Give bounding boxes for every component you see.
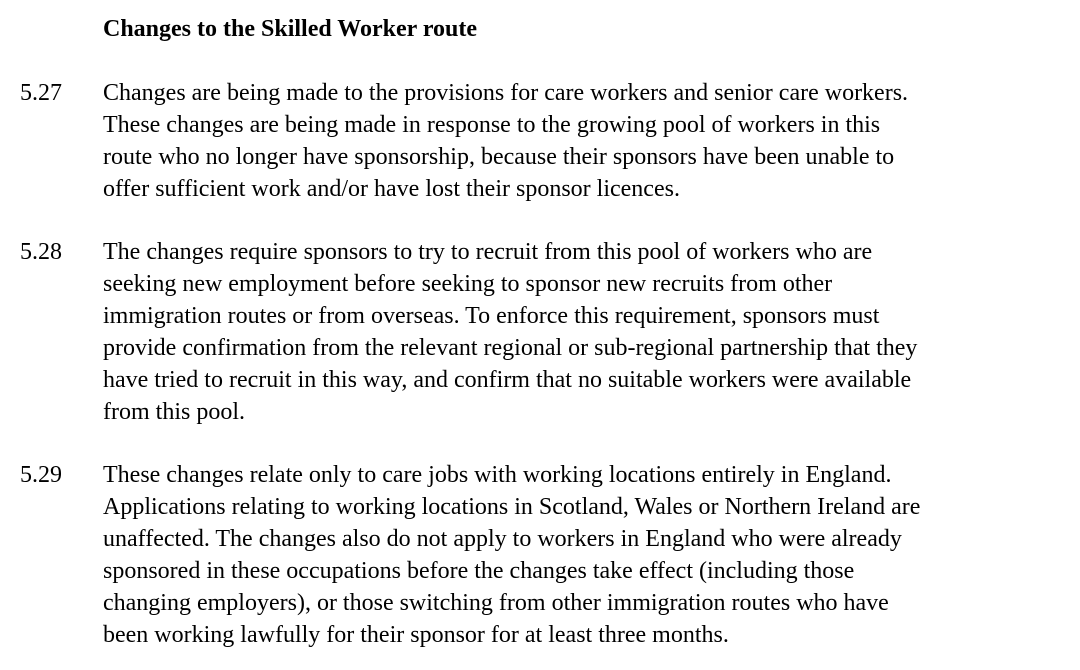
section-heading: Changes to the Skilled Worker route xyxy=(103,16,478,42)
paragraph-line: have tried to recruit in this way, and confirm that no suitable workers were available xyxy=(103,367,912,393)
paragraph-line: provide confirmation from the relevant regional or sub-regional partnership that they xyxy=(103,335,918,361)
paragraph-line: Changes are being made to the provisions for care workers and senior care workers. xyxy=(103,80,909,106)
paragraph-text xyxy=(103,459,920,651)
paragraph-line: immigration routes or from overseas. To enforce this requirement, sponsors must xyxy=(103,303,880,329)
paragraph-text xyxy=(103,77,908,205)
paragraph-line: unaffected. The changes also do not apply to workers in England who were already xyxy=(103,526,902,552)
paragraph-line: These changes relate only to care jobs with working locations entirely in England. xyxy=(103,462,892,488)
paragraph-line: seeking new employment before seeking to sponsor new recruits from other xyxy=(103,271,833,297)
paragraph-line: offer sufficient work and/or have lost their sponsor licences. xyxy=(103,176,680,202)
paragraph-line: changing employers), or those switching from other immigration routes who have xyxy=(103,590,889,616)
paragraph-line: from this pool. xyxy=(103,399,245,425)
paragraph-number: 5.27 xyxy=(20,80,62,106)
paragraph-number: 5.29 xyxy=(20,462,62,488)
paragraph-line: sponsored in these occupations before the changes take effect (including those xyxy=(103,558,855,584)
paragraph-number: 5.28 xyxy=(20,239,62,265)
paragraph-line: been working lawfully for their sponsor for at least three months. xyxy=(103,622,729,648)
paragraph-line: Applications relating to working locations in Scotland, Wales or Northern Ireland are xyxy=(103,494,921,520)
paragraph-line: route who no longer have sponsorship, because their sponsors have been unable to xyxy=(103,144,895,170)
paragraph-line: These changes are being made in response to the growing pool of workers in this xyxy=(103,112,881,138)
paragraph-line: The changes require sponsors to try to recruit from this pool of workers who are xyxy=(103,239,873,265)
paragraph-text xyxy=(103,236,917,428)
